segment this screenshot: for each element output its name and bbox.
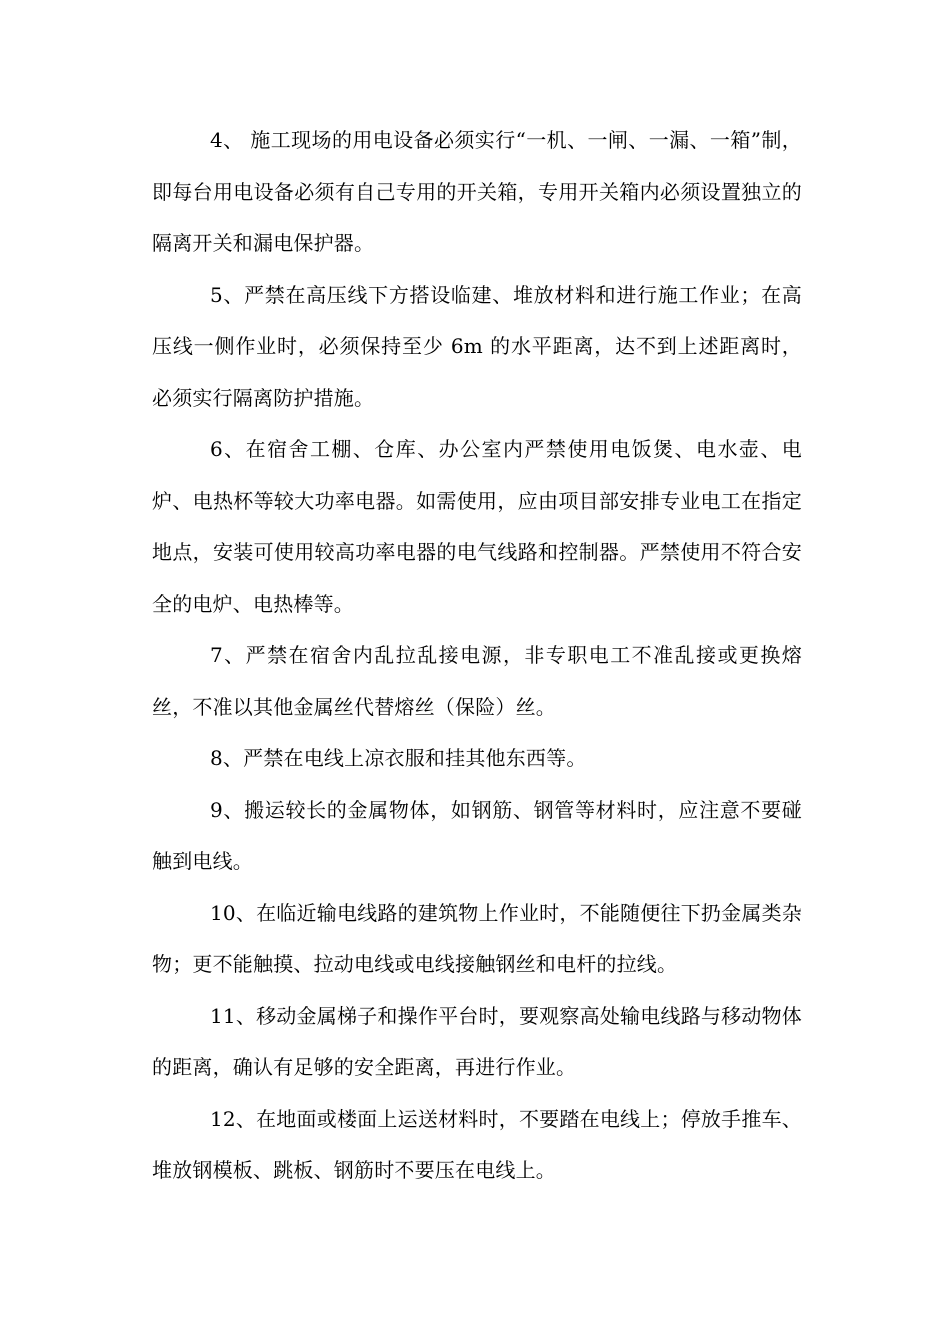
paragraph-item-7: 7、严禁在宿舍内乱拉乱接电源，非专职电工不准乱接或更换熔丝，不准以其他金属丝代替熔丝（保险）丝。 — [152, 643, 802, 719]
paragraph-item-8: 8、严禁在电线上凉衣服和挂其他东西等。 — [210, 746, 587, 770]
paragraph-item-4: 4、 施工现场的用电设备必须实行“一机、一闸、一漏、一箱”制，即每台用电设备必须有自己专用的开关箱，专用开关箱内必须设置独立的隔离开关和漏电保护器。 — [152, 128, 802, 255]
paragraph-item-11: 11、移动金属梯子和操作平台时，要观察高处输电线路与移动物体的距离，确认有足够的安全距离，再进行作业。 — [152, 1003, 802, 1079]
paragraph-item-9: 9、搬运较长的金属物体，如钢筋、钢管等材料时，应注意不要碰触到电线。 — [152, 797, 802, 873]
document-body — [152, 115, 802, 1197]
paragraph-item-6: 6、在宿舍工棚、仓库、办公室内严禁使用电饭煲、电水壶、电炉、电热杯等较大功率电器。如需使用，应由项目部安排专业电工在指定地点，安装可使用较高功率电器的电气线路和控制器。严禁使用不符合安全的电炉、电热棒等。 — [152, 437, 802, 616]
paragraph-item-10: 10、在临近输电线路的建筑物上作业时，不能随便往下扔金属类杂物；更不能触摸、拉动电线或电线接触钢丝和电杆的拉线。 — [152, 900, 802, 976]
paragraph-item-12: 12、在地面或楼面上运送材料时，不要踏在电线上；停放手推车、堆放钢模板、跳板、钢筋时不要压在电线上。 — [152, 1106, 802, 1182]
paragraph-item-5: 5、严禁在高压线下方搭设临建、堆放材料和进行施工作业；在高压线一侧作业时，必须保持至少 6m 的水平距离，达不到上述距离时，必须实行隔离防护措施。 — [152, 282, 802, 410]
